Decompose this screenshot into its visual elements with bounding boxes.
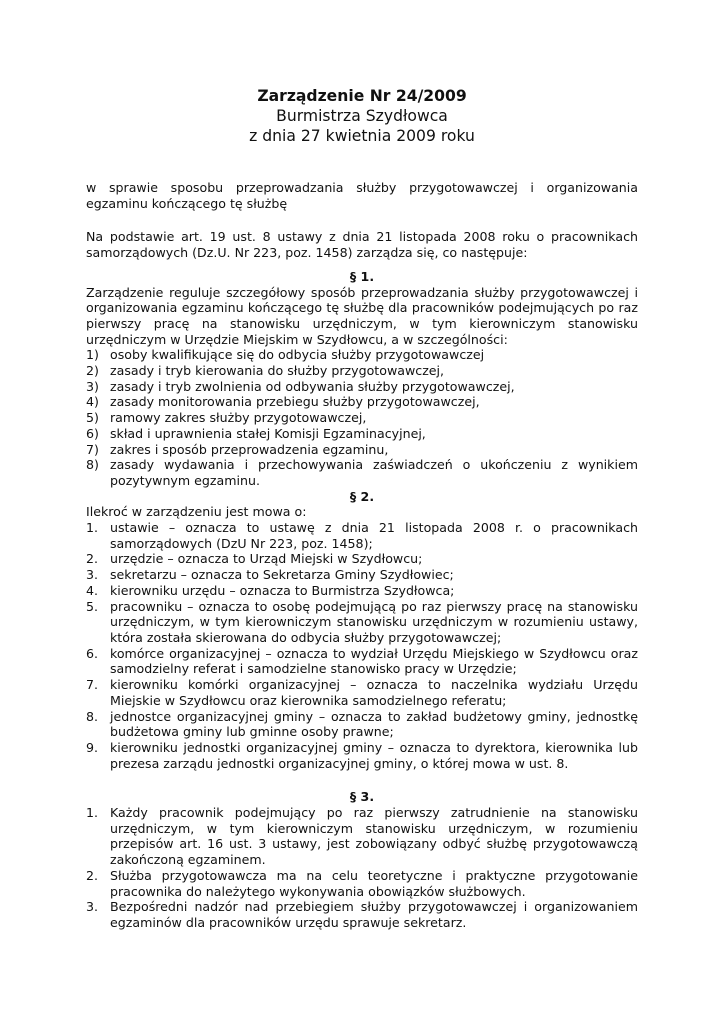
list-item-text: zasady i tryb kierowania do służby przygotowawczej, [110, 363, 445, 379]
section-2-list [86, 520, 638, 771]
list-item [86, 805, 638, 868]
list-item-text: ramowy zakres służby przygotowawczej, [110, 410, 367, 426]
list-item-text: zasady monitorowania przebiegu służby przygotowawczej, [110, 394, 480, 410]
list-item-text: kierowniku urzędu – oznacza to Burmistrza Szydłowca; [110, 582, 455, 598]
list-item-text: zakres i sposób przeprowadzenia egzaminu, [110, 441, 389, 457]
list-item [86, 379, 638, 395]
section-1-intro: Zarządzenie reguluje szczegółowy sposób przeprowadzania służby przygotowawczej i organizowania egzaminu kończącego tę służbę dla pracowników podejmujących po raz pierwszy pracę na stanowisku urzędniczym, w tym kierowniczym stanowisku urzędniczym w Urzędzie Miejskim w Szydłowcu, a w szczególności: [86, 284, 638, 347]
list-item-number: 6. [86, 645, 99, 661]
subject-paragraph: w sprawie sposobu przeprowadzania służby przygotowawczej i organizowania egzaminu kończącego tę służbę [86, 180, 638, 211]
list-item [86, 599, 638, 646]
list-item [86, 567, 638, 583]
list-item [86, 899, 638, 930]
list-item [86, 347, 638, 363]
list-item-number: 8) [86, 457, 99, 473]
document-date: z dnia 27 kwietnia 2009 roku [249, 127, 475, 145]
list-item-number: 7) [86, 441, 99, 457]
section-2-intro: Ilekroć w zarządzeniu jest mowa o: [86, 504, 307, 520]
list-item-text: sekretarzu – oznacza to Sekretarza Gminy Szydłowiec; [110, 567, 454, 583]
list-item-number: 7. [86, 677, 99, 693]
list-item-text: urzędzie – oznacza to Urząd Miejski w Szydłowcu; [110, 551, 423, 567]
list-item [86, 520, 638, 551]
list-item [86, 426, 638, 442]
list-item-number: 6) [86, 425, 99, 441]
list-item-text: kierowniku jednostki organizacyjnej gminy – oznacza to dyrektora, kierownika lub prezesa zarządu jednostki organizacyjnej gminy, o której mowa w ust. 8. [110, 739, 638, 771]
list-item-number: 1) [86, 347, 99, 363]
list-item-number: 3. [86, 567, 99, 583]
list-item-number: 2) [86, 363, 99, 379]
list-item [86, 646, 638, 677]
list-item-number: 1. [86, 805, 99, 821]
list-item [86, 740, 638, 771]
list-item [86, 410, 638, 426]
list-item-number: 2. [86, 551, 99, 567]
list-item-number: 3) [86, 378, 99, 394]
list-item-number: 4. [86, 582, 99, 598]
list-item [86, 457, 638, 488]
list-item-text: Służba przygotowawcza ma na celu teoretyczne i praktyczne przygotowanie pracownika do należytego wykonywania obowiązków służbowych. [110, 867, 638, 899]
list-item [86, 709, 638, 740]
document-header [0, 86, 724, 146]
document-body [86, 180, 638, 931]
section-3-list [86, 805, 638, 931]
list-item [86, 677, 638, 708]
section-3-heading: § 3. [349, 789, 375, 805]
section-1-list [86, 347, 638, 488]
list-item [86, 442, 638, 458]
document-title: Zarządzenie Nr 24/2009 [257, 87, 467, 105]
list-item-text: pracowniku – oznacza to osobę podejmującą po raz pierwszy pracę na stanowisku urzędniczym, w tym kierowniczym stanowisku urzędniczym w rozumieniu ustawy, która została skierowana do odbycia służby przygotowawczej; [110, 598, 638, 645]
list-item-number: 9. [86, 739, 99, 755]
list-item-number: 4) [86, 394, 99, 410]
list-item-number: 3. [86, 899, 99, 915]
list-item-number: 1. [86, 520, 99, 536]
section-2-heading: § 2. [349, 488, 375, 504]
list-item-text: osoby kwalifikujące się do odbycia służby przygotowawczej [110, 347, 485, 363]
list-item-number: 2. [86, 867, 99, 883]
list-item [86, 583, 638, 599]
list-item-text: skład i uprawnienia stałej Komisji Egzaminacyjnej, [110, 425, 426, 441]
list-item-text: jednostce organizacyjnej gminy – oznacza to zakład budżetowy gminy, jednostkę budżetowa gminy lub gminne osoby prawne; [110, 708, 638, 740]
list-item [86, 868, 638, 899]
document-issuer: Burmistrza Szydłowca [276, 107, 448, 125]
list-item-text: zasady wydawania i przechowywania zaświadczeń o ukończeniu z wynikiem pozytywnym egzaminu. [110, 457, 638, 488]
list-item [86, 363, 638, 379]
list-item [86, 551, 638, 567]
section-1-heading: § 1. [349, 268, 375, 284]
list-item-number: 8. [86, 708, 99, 724]
list-item-text: komórce organizacyjnej – oznacza to wydział Urzędu Miejskiego w Szydłowcu oraz samodzielny referat i samodzielne stanowisko pracy w Urzędzie; [110, 645, 638, 677]
list-item-text: ustawie – oznacza to ustawę z dnia 21 listopada 2008 r. o pracownikach samorządowych (DzU Nr 223, poz. 1458); [110, 520, 638, 551]
list-item [86, 394, 638, 410]
list-item-text: Każdy pracownik podejmujący po raz pierwszy zatrudnienie na stanowisku urzędniczym, w tym kierowniczym stanowisku urzędniczym, w rozumieniu przepisów art. 16 ust. 3 ustawy, jest zobowiązany odbyć służbę przygotowawczą zakończoną egzaminem. [110, 805, 638, 868]
list-item-text: kierowniku komórki organizacyjnej – oznacza to naczelnika wydziału Urzędu Miejskie w Szydłowcu oraz kierownika samodzielnego referatu; [110, 677, 638, 708]
list-item-number: 5. [86, 598, 99, 614]
list-item-text: Bezpośredni nadzór nad przebiegiem służby przygotowawczej i organizowaniem egzaminów dla pracowników urzędu sprawuje sekretarz. [110, 899, 638, 930]
list-item-text: zasady i tryb zwolnienia od odbywania służby przygotowawczej, [110, 378, 515, 394]
legal-basis-paragraph: Na podstawie art. 19 ust. 8 ustawy z dnia 21 listopada 2008 roku o pracownikach samorządowych (Dz.U. Nr 223, poz. 1458) zarządza się, co następuje: [86, 229, 638, 261]
list-item-number: 5) [86, 410, 99, 426]
